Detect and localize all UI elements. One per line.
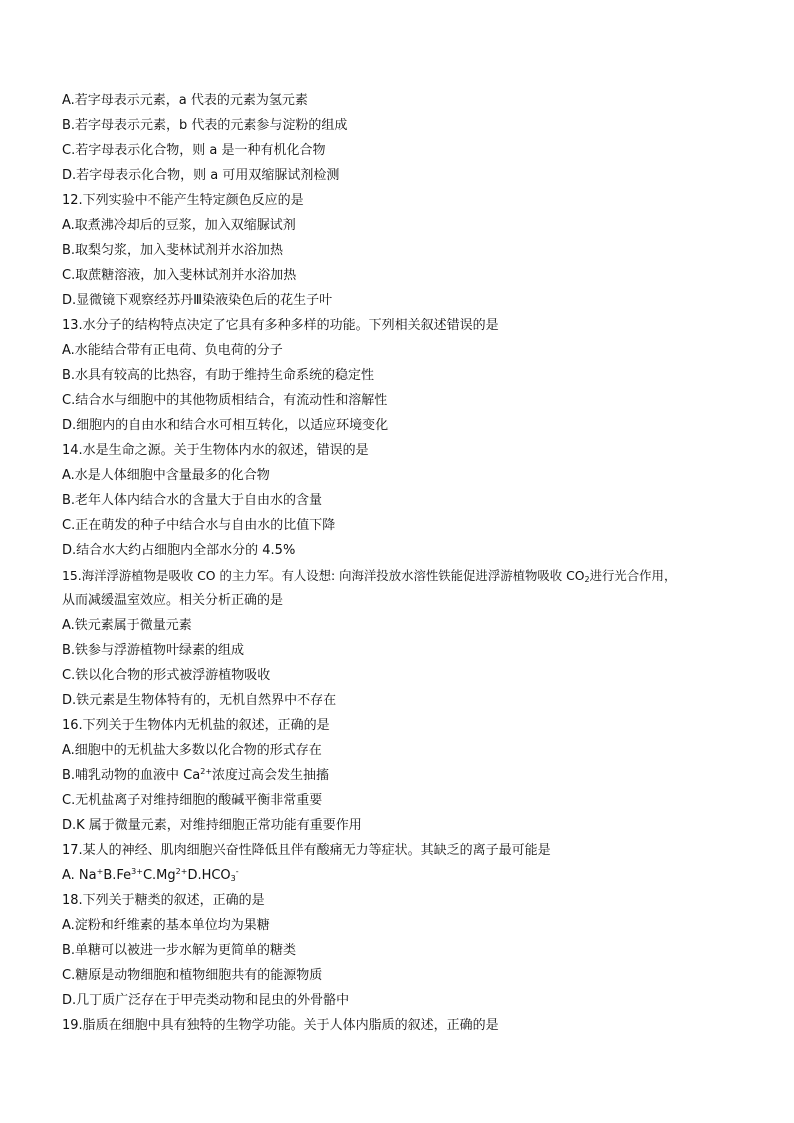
q12-stem: 12.下列实验中不能产生特定颜色反应的是 — [62, 193, 304, 208]
q13-stem: 13.水分子的结构特点决定了它具有多种多样的功能。下列相关叙述错误的是 — [62, 318, 499, 333]
q16-option-d: D.K 属于微量元素，对维持细胞正常功能有重要作用 — [62, 818, 362, 833]
q14-option-c: C.正在萌发的种子中结合水与自由水的比值下降 — [62, 518, 336, 533]
q17-options — [62, 863, 742, 888]
q15-option-b: B.铁参与浮游植物叶绿素的组成 — [62, 643, 245, 658]
q15-option-c: C.铁以化合物的形式被浮游植物吸收 — [62, 668, 271, 683]
q18-option-d: D.几丁质广泛存在于甲壳类动物和昆虫的外骨骼中 — [62, 993, 350, 1008]
q11-option-b: B.若字母表示元素，b 代表的元素参与淀粉的组成 — [62, 118, 348, 133]
q14-option-d: D.结合水大约占细胞内全部水分的 4.5% — [62, 543, 296, 558]
q15-option-a: A.铁元素属于微量元素 — [62, 618, 192, 633]
q18-stem: 18.下列关于糖类的叙述，正确的是 — [62, 893, 265, 908]
q13-option-a: A.水能结合带有正电荷、负电荷的分子 — [62, 343, 283, 358]
q17-option-b-charge: 3+ — [131, 867, 143, 876]
q16-option-a: A.细胞中的无机盐大多数以化合物的形式存在 — [62, 743, 322, 758]
q15-option-d: D.铁元素是生物体特有的，无机自然界中不存在 — [62, 693, 337, 708]
q19-stem: 19.脂质在细胞中具有独特的生物学功能。关于人体内脂质的叙述，正确的是 — [62, 1018, 499, 1033]
q11-option-a: A.若字母表示元素，a 代表的元素为氢元素 — [62, 93, 308, 108]
q17-option-d-charge: - — [235, 867, 239, 876]
q13-option-d: D.细胞内的自由水和结合水可相互转化，以适应环境变化 — [62, 418, 389, 433]
q17-stem: 17.某人的神经、肌肉细胞兴奋性降低且伴有酸痛无力等症状。其缺乏的离子最可能是 — [62, 843, 551, 858]
q12-option-d: D.显微镜下观察经苏丹Ⅲ染液染色后的花生子叶 — [62, 293, 333, 308]
q16-option-c: C.无机盐离子对维持细胞的酸碱平衡非常重要 — [62, 793, 323, 808]
q15-stem — [62, 563, 742, 588]
q16-ca-charge: 2+ — [200, 767, 213, 776]
q11-option-c: C.若字母表示化合物，则 a 是一种有机化合物 — [62, 143, 326, 158]
q13-option-c: C.结合水与细胞中的其他物质相结合，有流动性和溶解性 — [62, 393, 388, 408]
q17-option-c-charge: 2+ — [175, 867, 188, 876]
q11-option-d: D.若字母表示化合物，则 a 可用双缩脲试剂检测 — [62, 168, 340, 183]
exam-page-content — [62, 88, 742, 1038]
q17-option-b: B.Fe — [103, 868, 132, 883]
q18-option-a: A.淀粉和纤维素的基本单位均为果糖 — [62, 918, 270, 933]
q15-stem-text: 15.海洋浮游植物是吸收 CO 的主力军。有人设想: 向海洋投放水溶性铁能促进浮游植物吸收 CO — [62, 568, 585, 583]
q14-stem: 14.水是生命之源。关于生物体内水的叙述，错误的是 — [62, 443, 369, 458]
q15-stem-text-end: 进行光合作用， — [589, 568, 677, 583]
q17-option-d: D.HCO — [187, 868, 231, 883]
q17-option-a-charge: + — [96, 867, 104, 876]
q13-option-b: B.水具有较高的比热容，有助于维持生命系统的稳定性 — [62, 368, 375, 383]
q12-option-b: B.取梨匀浆，加入斐林试剂并水浴加热 — [62, 243, 284, 258]
q18-option-b: B.单糖可以被进一步水解为更简单的糖类 — [62, 943, 297, 958]
q12-option-c: C.取蔗糖溶液，加入斐林试剂并水浴加热 — [62, 268, 297, 283]
q16-stem: 16.下列关于生物体内无机盐的叙述，正确的是 — [62, 718, 330, 733]
q17-option-c: C.Mg — [142, 868, 176, 883]
q16-option-b-text-end: 浓度过高会发生抽搐 — [212, 768, 330, 783]
q15-stem-continued: 从而减缓温室效应。相关分析正确的是 — [62, 593, 284, 608]
q15-co2-subscript: 2 — [584, 575, 590, 584]
q14-option-b: B.老年人体内结合水的含量大于自由水的含量 — [62, 493, 323, 508]
q12-option-a: A.取煮沸冷却后的豆浆，加入双缩脲试剂 — [62, 218, 296, 233]
q17-option-a: A. Na — [62, 868, 97, 883]
q16-option-b-text: B.哺乳动物的血液中 Ca — [62, 768, 201, 783]
q18-option-c: C.糖原是动物细胞和植物细胞共有的能源物质 — [62, 968, 323, 983]
q17-option-d-subscript: 3 — [230, 874, 236, 883]
q16-option-b — [62, 763, 742, 788]
q14-option-a: A.水是人体细胞中含量最多的化合物 — [62, 468, 270, 483]
